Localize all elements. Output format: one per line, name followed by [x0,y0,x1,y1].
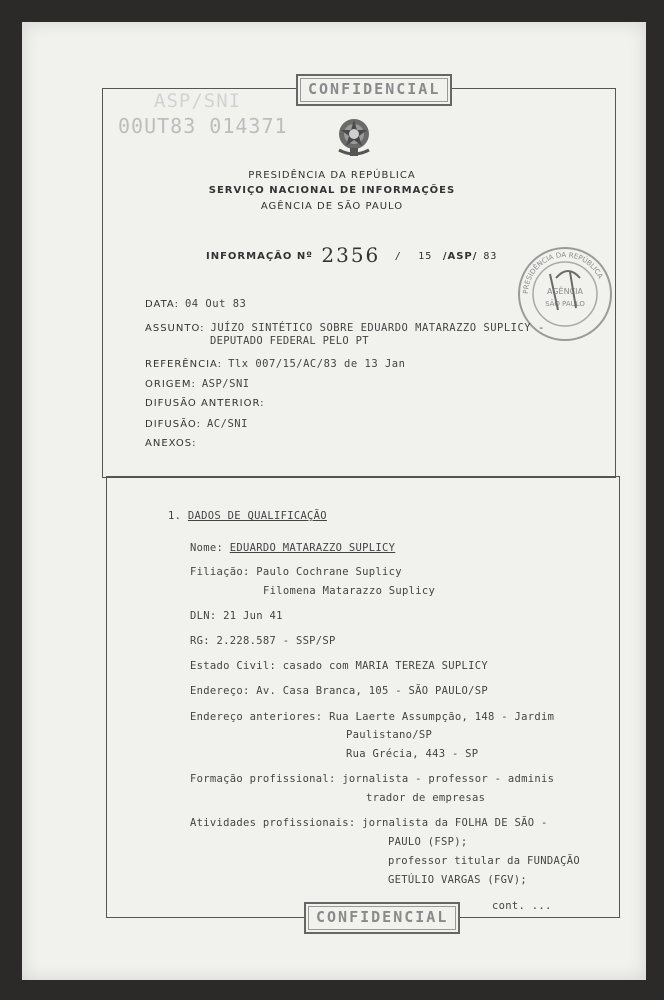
atividades-2: PAULO (FSP); [388,836,468,848]
anexos-label: ANEXOS: [145,438,197,449]
section-heading [168,510,327,522]
coat-of-arms-icon [333,114,375,160]
estado-civil-line: Estado Civil: casado com MARIA TEREZA SUPLICY [190,660,488,672]
enderecos-anteriores-label: Endereço anteriores: [190,711,323,723]
atividades-1: jornalista da FOLHA DE SÃO - [362,817,548,829]
atividades-label: Atividades profissionais: [190,817,356,829]
data-label: DATA: [145,299,179,310]
atividades-4: GETÚLIO VARGAS (FGV); [388,874,528,886]
registry-stamp-line1: ASP/SNI [154,90,242,112]
informacao-unit: /ASP/ [442,251,478,262]
confidential-stamp-bottom: CONFIDENCIAL [304,902,460,934]
header-presidency: PRESIDÊNCIA DA REPÚBLICA [248,170,416,181]
field-data [145,298,246,310]
filiacao-1: Paulo Cochrane Suplicy [256,566,402,578]
field-anexos [145,438,196,449]
field-assunto [145,322,545,334]
informacao-code: 15 [418,251,433,262]
seal-top-text: PRESIDÊNCIA DA REPÚBLICA [521,250,605,295]
difusao-value: AC/SNI [206,418,248,430]
formacao-2: trador de empresas [366,792,486,804]
field-origem [145,378,250,390]
nome-line [190,542,395,554]
seal-mid-text: AGÊNCIA [547,287,583,296]
continuation-note: cont. ... [492,900,552,912]
confidential-stamp-top: CONFIDENCIAL [296,74,452,106]
header-agency: AGÊNCIA DE SÃO PAULO [260,201,404,212]
atividades-3: professor titular da FUNDAÇÃO [388,855,581,867]
informacao-year: 83 [483,251,498,262]
origem-value: ASP/SNI [201,378,250,390]
nome-label: Nome: [190,542,224,554]
assunto-value-2: DEPUTADO FEDERAL PELO PT [210,335,369,347]
atividades-line [190,817,548,829]
endereco-anterior-1: Rua Laerte Assumpção, 148 - Jardim [329,711,555,723]
dln-line: DLN: 21 Jun 41 [190,610,283,622]
enderecos-anteriores-line [190,711,554,723]
filiacao-line [190,566,402,578]
filiacao-label: Filiação: [190,566,250,578]
endereco-anterior-2: Paulistano/SP [346,729,433,741]
header-service: SERVIÇO NACIONAL DE INFORMAÇÕES [208,185,456,196]
data-value: 04 Out 83 [184,298,247,310]
field-referencia [145,358,405,370]
field-difusao-anterior [145,398,265,409]
endereco-anterior-3: Rua Grécia, 443 - SP [346,748,479,760]
formacao-line [190,773,554,785]
formacao-1: jornalista - professor - adminis [342,773,555,785]
assunto-label: ASSUNTO: [145,323,205,334]
endereco-line: Endereço: Av. Casa Branca, 105 - SÃO PAULO/SP [190,685,488,697]
formacao-label: Formação profissional: [190,773,336,785]
section-number: 1. [168,510,182,522]
origem-label: ORIGEM: [145,379,196,390]
rg-line: RG: 2.228.587 - SSP/SP [190,635,336,647]
difusao-label: DIFUSÃO: [145,419,201,430]
field-difusao [145,418,248,430]
assunto-value-1: JUÍZO SINTÉTICO SOBRE EDUARDO MATARAZZO SUPLICY - [210,322,545,334]
difusao-anterior-label: DIFUSÃO ANTERIOR: [145,398,265,409]
nome-value: EDUARDO MATARAZZO SUPLICY [229,542,396,554]
referencia-label: REFERÊNCIA: [145,359,223,370]
seal-bottom-text: SÃO PAULO [545,300,585,308]
informacao-number: 2356 [321,243,381,267]
filiacao-2: Filomena Matarazzo Suplicy [263,585,436,597]
informacao-line [206,240,503,267]
registry-stamp-line2: 00UT83 014371 [118,114,288,138]
informacao-label: INFORMAÇÃO Nº [206,251,313,262]
agency-seal-icon [510,244,620,354]
referencia-value: Tlx 007/15/AC/83 de 13 Jan [228,358,406,370]
section-title: DADOS DE QUALIFICAÇÃO [187,510,327,522]
informacao-slash: / [394,251,402,262]
